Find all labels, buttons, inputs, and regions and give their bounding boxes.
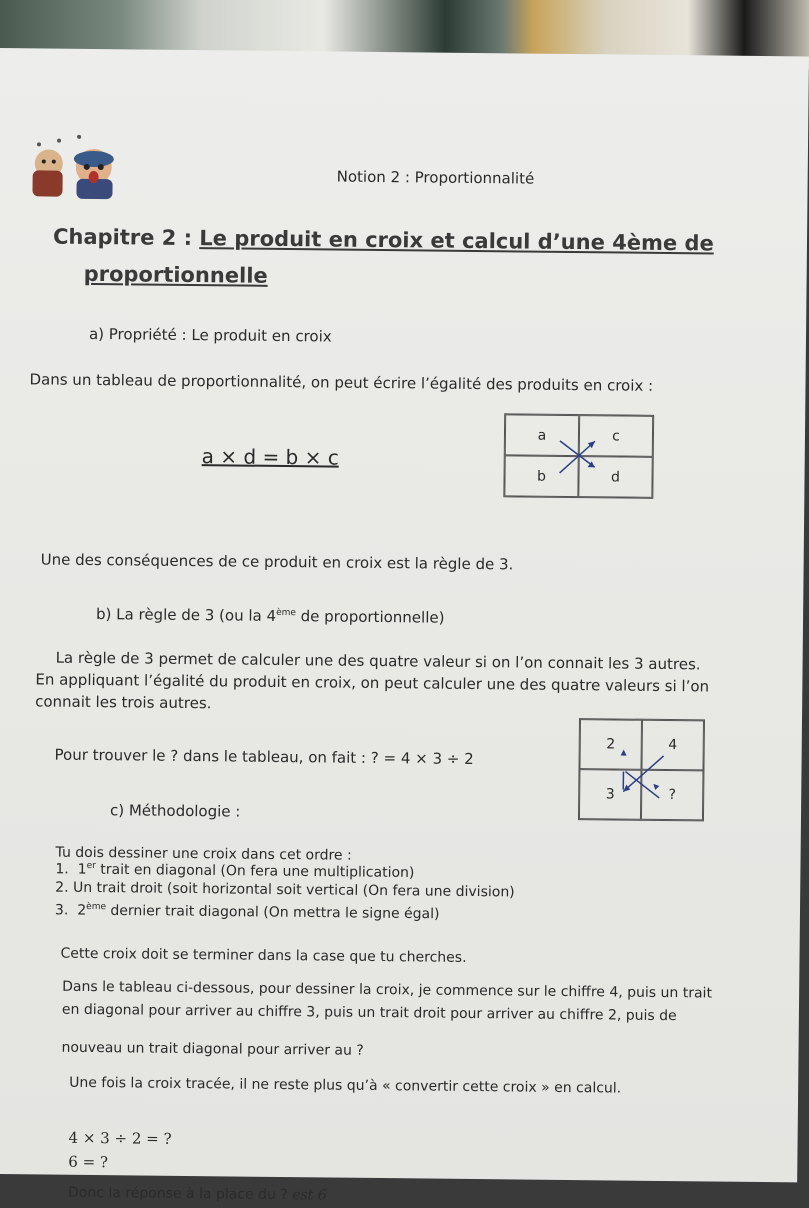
- explain-line-1: Dans le tableau ci-dessous, pour dessiner la croix, je commence sur le chiffre 4, puis un trait: [62, 979, 712, 1002]
- step-1-text: trait en diagonal (On fera une multiplication): [96, 862, 415, 881]
- cell-top-left: a: [505, 414, 579, 456]
- cell-top-right: c: [579, 415, 653, 457]
- step-2: 2. Un trait droit (soit horizontal soit vertical (On fera une division): [55, 880, 515, 901]
- answer-value: est 6: [292, 1187, 327, 1203]
- cell-bottom-right: d: [578, 456, 652, 498]
- heading-pre: b) La règle de 3 (ou la 4: [96, 605, 276, 625]
- example-text: Pour trouver le ? dans le tableau, on fait : ? = 4 × 3 ÷ 2: [55, 746, 474, 768]
- cartoon-logo-icon: [18, 128, 129, 199]
- chapter-title-part1: Le produit en croix et calcul d’une 4ème de: [199, 226, 714, 255]
- cell-top-right: 4: [641, 720, 704, 771]
- cell-bottom-left: b: [504, 455, 578, 497]
- step-1: [55, 861, 414, 881]
- step-1-pre: 1: [78, 862, 87, 878]
- step-3: [55, 902, 440, 923]
- section-a-intro: Dans un tableau de proportionnalité, on peut écrire l’égalité des produits en croix :: [29, 370, 653, 395]
- step-1-sup: er: [87, 861, 96, 871]
- proportion-table-numbers: [578, 718, 705, 821]
- worksheet-page: [0, 48, 809, 1182]
- explain-line-3: nouveau un trait diagonal pour arriver au ?: [61, 1040, 363, 1059]
- section-c-heading: c) Méthodologie :: [110, 801, 241, 820]
- end-in-cell-text: Cette croix doit se terminer dans la case que tu cherches.: [60, 946, 466, 966]
- heading-sup: ème: [276, 608, 296, 618]
- section-a-heading: a) Propriété : Le produit en croix: [89, 325, 332, 346]
- proportion-table-letters: [503, 413, 654, 499]
- cell-top-left: 2: [579, 719, 642, 770]
- step-3-sup: ème: [86, 902, 106, 912]
- rule-line-2: En appliquant l’égalité du produit en croix, on peut calculer une des quatre valeurs si l’on: [35, 670, 709, 695]
- answer-line: [68, 1185, 327, 1204]
- step-3-pre: 2: [77, 903, 86, 919]
- calculation-2: 6 = ?: [68, 1153, 108, 1171]
- cell-bottom-right: ?: [641, 770, 704, 821]
- convert-text: Une fois la croix tracée, il ne reste plus qu’à « convertir cette croix » en calcul.: [69, 1075, 621, 1097]
- step-3-text: dernier trait diagonal (On mettra le signe égal): [106, 903, 440, 922]
- chapter-title-part2: proportionnelle: [84, 262, 268, 288]
- cell-bottom-left: 3: [579, 769, 642, 820]
- answer-pre: Donc la réponse à la place du ?: [68, 1185, 292, 1203]
- chapter-title: [53, 225, 714, 256]
- consequence-text: Une des conséquences de ce produit en croix est la règle de 3.: [41, 550, 514, 573]
- section-b-heading: [96, 605, 445, 627]
- explain-line-2: en diagonal pour arriver au chiffre 3, puis un trait droit pour arriver au chiffre 2, puis de: [62, 1002, 677, 1024]
- cross-product-formula: a × d = b × c: [202, 444, 339, 469]
- rule-line-3: connait les trois autres.: [35, 692, 211, 712]
- calculation-1: 4 × 3 ÷ 2 = ?: [68, 1129, 171, 1148]
- notion-title: Notion 2 : Proportionnalité: [337, 168, 535, 188]
- heading-post: de proportionnelle): [296, 607, 445, 627]
- step-1-num: 1.: [55, 861, 69, 877]
- step-3-num: 3.: [55, 902, 69, 918]
- method-intro: Tu dois dessiner une croix dans cet ordre :: [55, 845, 351, 864]
- chapter-prefix: Chapitre 2 :: [53, 225, 192, 250]
- rule-line-1: La règle de 3 permet de calculer une des quatre valeur si on l’on connait les 3 autres.: [56, 649, 701, 674]
